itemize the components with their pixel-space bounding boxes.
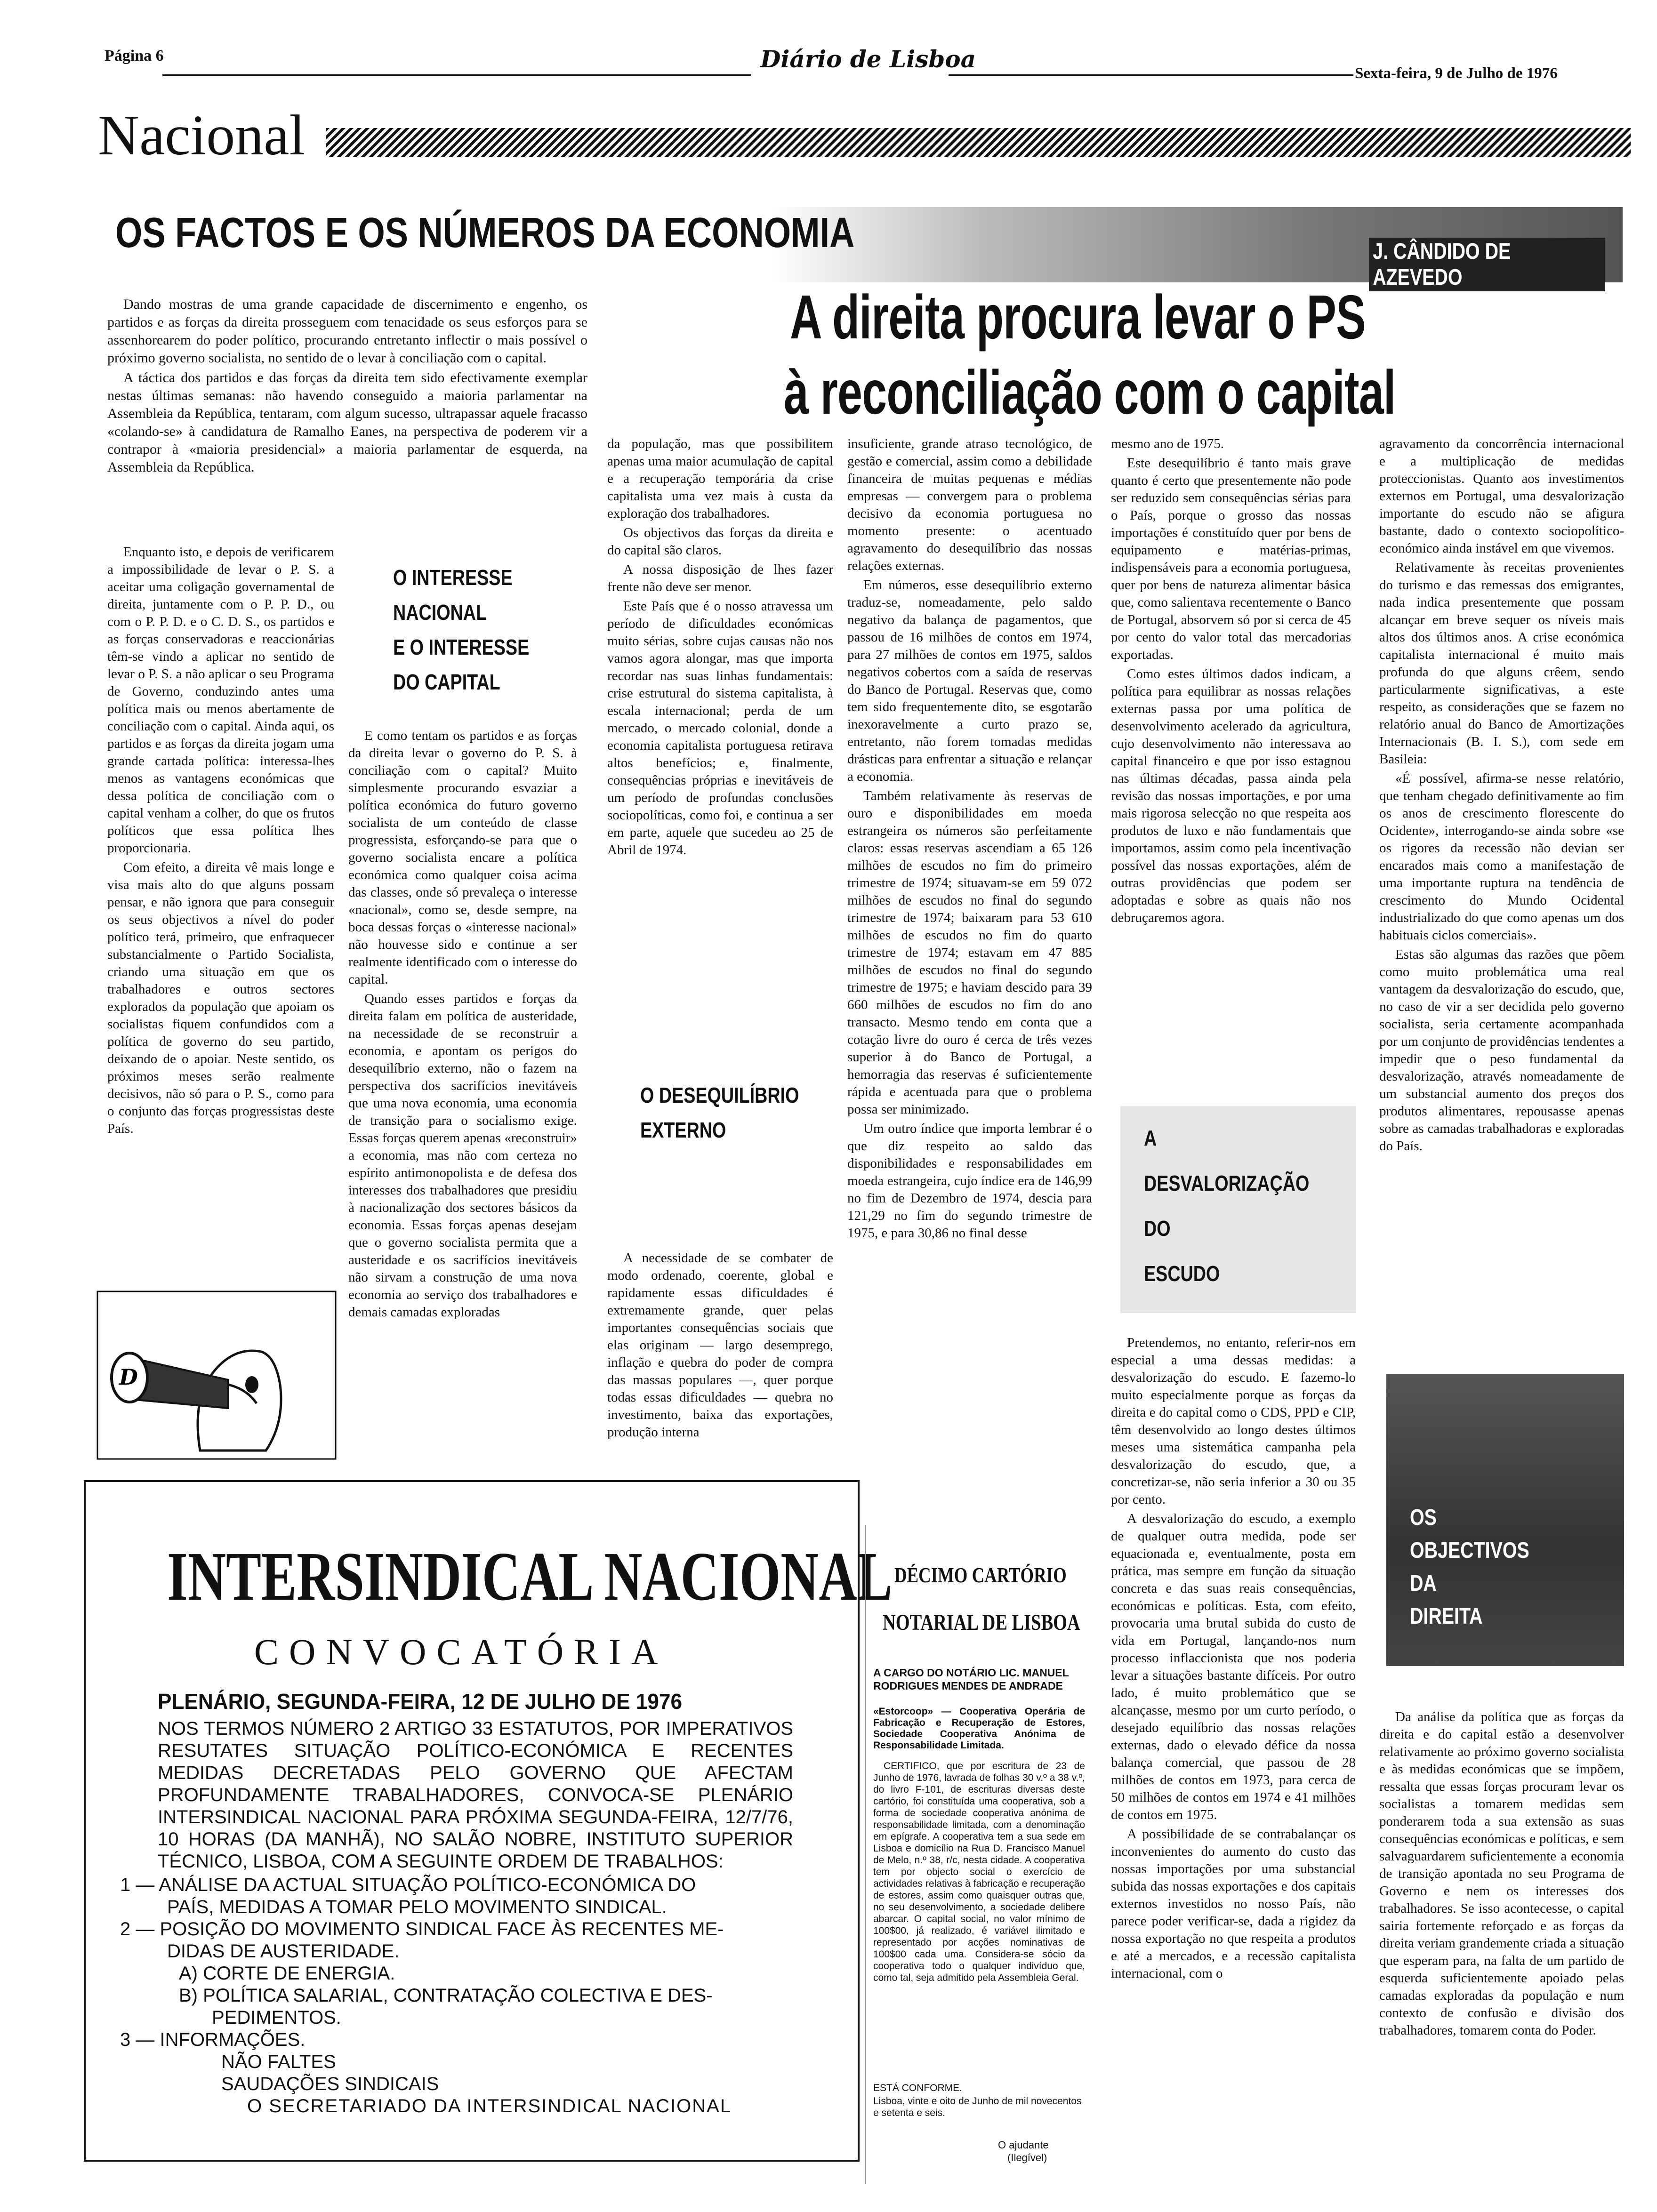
column-title: OS FACTOS E OS NÚMEROS DA ECONOMIA bbox=[115, 209, 855, 256]
agenda-item: SAUDAÇÕES SINDICAIS bbox=[221, 2074, 439, 2094]
cartorio-body: CERTIFICO, que por escritura de 23 de Junho de 1976, lavrada de folhas 30 v.º a 38 v.º, do livro F-101, de escrituras diversas deste cartório, foi constituída uma cooperativa, sob a forma de sociedade cooperativa anónima de responsabilidade limitada, com a denominação em epígrafe. A cooperativa tem a sua sede em Lisboa e domicílio na Rua D. Francisco Manuel de Melo, n.º 38, r/c, nesta cidade. A cooperativa tem por objecto social o exercício de actividades relativas à fabricação e recuperação de estores, assim como quaisquer outras que, no seu desenvolvimento, a sociedade delibere abarcar. O capital social, no valor mínimo de 100$00, já realizado, é variável ilimitado e representado por acções nominativas de 100$00 cada uma. Considera-se sócio da cooperativa todo o qualquer indivíduo que, como tal, seja admitido pela Assembleia Geral. bbox=[873, 1761, 1085, 1983]
article-column-6b bbox=[1379, 1708, 1624, 2198]
paragraph: A nossa disposição de lhes fazer frente não deve ser menor. bbox=[607, 562, 833, 594]
article-column-3 bbox=[607, 435, 833, 1000]
headline-line-2: à reconciliação com o capital bbox=[784, 358, 1396, 427]
cartorio-notary: A CARGO DO NOTÁRIO LIC. MANUEL RODRIGUES MENDES DE ANDRADE bbox=[873, 1667, 1069, 1692]
paragraph: A desvalorização do escudo, a exemplo de qualquer outra medida, pode ser equacionada e, eventualmente, posta em prática, mas sempre em função da situação concreta e das suas reais consequências, económicas e políticas. Esta, com efeito, provocaria uma brutal subida do custo de vida em Portugal, lançando-nos num processo inflaccionista que nos poderia levar a situações bastante difíceis. Por outro lado, é muito problemático que se alcançasse, mesmo por um curto período, o desejado equilíbrio das nossas relações externas, dado o elevado défice da nossa balança comercial, que passou de 28 milhões de contos em 1973, para cerca de 50 milhões de contos em 1974 e 41 milhões de contos em 1975. bbox=[1111, 1511, 1356, 1822]
paragraph: agravamento da concorrência internacional e a multiplicação de medidas proteccionistas. Quanto aos investimentos externos em Portugal, uma desvalorização importante do escudo não se afigura bastante, dado o contexto sociopolítico-económico ainda instável em que vivemos. bbox=[1379, 436, 1624, 556]
agenda-item: B) POLÍTICA SALARIAL, CONTRATAÇÃO COLECTIVA E DES- bbox=[179, 1985, 713, 2006]
section-title: Nacional bbox=[98, 104, 306, 167]
cartorio-ilegivel: (Ilegível) bbox=[1007, 2152, 1047, 2164]
intersindical-signature: O SECRETARIADO DA INTERSINDICAL NACIONAL bbox=[247, 2096, 732, 2116]
logo-illustration bbox=[97, 1290, 337, 1460]
paragraph: Como estes últimos dados indicam, a política para equilibrar as nossas relações externas passa por uma política de desenvolvimento acelerado da agricultura, cujo desenvolvimento não interessava ao capital financeiro e que por isso estagnou nas últimas décadas, passa ainda pela revisão das nossas importações, e por uma mais rigorosa selecção no que respeita aos produtos de luxo e não fundamentais que importamos, assim como pela incentivação possível das nossas exportações, além de outras providências que podem ser adoptadas e sobre as quais não nos debruçaremos agora. bbox=[1111, 666, 1351, 925]
intersindical-title: INTERSINDICAL NACIONAL bbox=[167, 1538, 893, 1615]
paragraph: Relativamente às receitas provenientes do turismo e das remessas dos emigrantes, nada indica presentemente que possam alcançar em breve sequer os níveis mais altos dos últimos anos. A crise económica capitalista internacional é muito mais profunda do que alguns crêem, sendo particularmente significativas, a este respeito, as considerações que se fazem no relatório anual do Banco de Amortizações Internacionais (B. I. S.), com sede em Basileia: bbox=[1379, 560, 1624, 767]
paragraph: Também relativamente às reservas de ouro e disponibilidades em moeda estrangeira os números são perfeitamente claros: essas reservas ascendiam a 65 126 milhões de escudos no fim do primeiro trimestre de 1974; situavam-se em 59 072 milhões de escudos no final do segundo trimestre de 1974; baixaram para 53 610 milhões de escudos no fim do quarto trimestre de 1974; estavam em 47 885 milhões de escudos no final do segundo trimestre de 1975; e haviam descido para 39 660 milhões de escudos no fim do ano transacto. Mesmo tendo em conta que a cotação livre do ouro é cerca de três vezes superior à do Banco de Portugal, a hemorragia das reservas é suficientemente rápida e acentuada para que o problema possa ser minimizado. bbox=[847, 788, 1092, 1117]
agenda-item: A) CORTE DE ENERGIA. bbox=[179, 1963, 395, 1984]
subhead-desequilibrio-externo: O DESEQUILÍBRIO EXTERNO bbox=[640, 1083, 799, 1142]
paragraph: Da análise da política que as forças da direita e do capital estão a desenvolver relativamente ao próximo governo socialista e às medidas económicas que se impõem, ressalta que essas forças procuram levar os socialistas a tomarem medidas sem ponderarem toda a sua extensão as suas consequências económicas e políticas, e sem salvaguardarem suficientemente a economia de transição apontada no seu Programa de Governo e nem os interesses dos trabalhadores. Se isso acontecesse, o capital sairia fortemente reforçado e as forças da direita veriam grandemente criada a situação que esperam para, na falta de um partido de esquerda suficientemente apoiado pelas camadas exploradas da população e num contexto de confusão e divisão dos trabalhadores, tomarem conta do Poder. bbox=[1379, 1709, 1624, 2038]
author-byline: J. CÂNDIDO DE AZEVEDO bbox=[1369, 238, 1605, 291]
paragraph: Em números, esse desequilíbrio externo traduz-se, nomeadamente, pelo saldo negativo da balança de pagamentos, que passou de 16 milhões de contos em 1974, para 27 milhões de contos em 1975, saldos negativos cobertos com a saída de reservas do Banco de Portugal. Reservas que, como tem sido frequentemente dito, se esgotarão inexoravelmente a curto prazo se, entretanto, não forem tomadas medidas drásticas para enfrentar a situação e relançar a economia. bbox=[847, 577, 1092, 784]
cartorio-cooperative: «Estorcoop» — Cooperativa Operária de Fabricação e Recuperação de Estores, Sociedade Cooperativa Anónima de Responsabilidade Limitada. bbox=[873, 1706, 1085, 1751]
intersindical-body: NOS TERMOS NÚMERO 2 ARTIGO 33 ESTATUTOS, POR IMPERATIVOS RESUTATES SITUAÇÃO POLÍTICO-ECONÓMICA E RECENTES MEDIDAS DECRETADAS PELO GOVERNO QUE AFECTAM PROFUNDAMENTE TRABALHADORES, CONVOCA-SE PLENÁRIO INTERSINDICAL NACIONAL PARA PRÓXIMA SEGUNDA-FEIRA, 12/7/76, 10 HORAS (DA MANHÃ), NO SALÃO NOBRE, INSTITUTO SUPERIOR TÉCNICO, LISBOA, COM A SEGUINTE ORDEM DE TRABALHOS: bbox=[158, 1718, 793, 1872]
cartorio-title-1: DÉCIMO CARTÓRIO bbox=[894, 1563, 1067, 1587]
paragraph: Pretendemos, no entanto, referir-nos em especial a uma dessas medidas: a desvalorização do escudo. E fazemo-lo muito especialmente porque as forças da direita e do capital como o CDS, PPD e CIP, têm desenvolvido ao longo destes últimos meses uma sistemática campanha pela desvalorização do escudo, que, a concretizar-se, não seria inferior a 30 ou 35 por cento. bbox=[1111, 1335, 1356, 1507]
header-rule-left bbox=[162, 74, 751, 76]
masthead: Diário de Lisboa bbox=[760, 45, 976, 73]
header-rule-right bbox=[949, 74, 1353, 76]
agenda-item: PAÍS, MEDIDAS A TOMAR PELO MOVIMENTO SINDICAL. bbox=[167, 1897, 667, 1917]
agenda-item: DIDAS DE AUSTERIDADE. bbox=[167, 1941, 400, 1962]
paragraph: Estas são algumas das razões que põem como muito problemática uma real vantagem da desvalorização do escudo, que, no caso de vir a ser decidida pelo governo socialista, seria certamente acompanhada por um conjunto de providências tendentes a impedir que o peso fundamental da desvalorização, através nomeadamente de um substancial aumento dos preços dos produtos alimentares, repousasse apenas sobre as camadas trabalhadoras e exploradas do País. bbox=[1379, 947, 1624, 1154]
paragraph: A possibilidade de se contrabalançar os inconvenientes do aumento do custo das nossas importações por uma substancial subida das nossas exportações e dos capitais externos investidos no nosso País, não parece poder verificar-se, dada a rigidez da nossa exportação no que respeita a produtos e até a mercados, e a recessão capitalista internacional, com o bbox=[1111, 1827, 1356, 1981]
intersindical-agenda bbox=[120, 1874, 732, 2117]
paragraph: A necessidade de se combater de modo ordenado, coerente, global e rapidamente essas dificuldades é extremamente grande, quer pelas importantes consequências sociais que elas originam — largo desemprego, inflação e quebra do poder de compra das massas populares —, quer porque todas essas dificuldades — quebra no investimento, baixa das exportações, produção interna bbox=[607, 1250, 833, 1440]
headline-line-1: A direita procura levar o PS bbox=[790, 282, 1366, 352]
paragraph: Este desequilíbrio é tanto mais grave quanto é certo que presentemente não pode ser reduzido sem consequências sérias para o País, porque o grosso das nossas importações é constituído quer por bens de equipamento e matérias-primas, indispensáveis para a economia portuguesa, quer por bens de natureza alimentar básica que, como salientava recentemente o Banco de Portugal, absorvem só por si cerca de 45 por cento do valor total das mercadorias exportadas. bbox=[1111, 456, 1351, 662]
cartorio-title-2: NOTARIAL DE LISBOA bbox=[883, 1610, 1080, 1635]
paragraph: E como tentam os partidos e as forças da direita levar o governo do P. S. à conciliação com o capital? Muito simplesmente procurando esvaziar a política económica do futuro governo socialista de um conteúdo de classe progressista, esforçando-se para que o governo socialista encare a política económica como qualquer coisa acima das classes, onde só prevaleça o interesse «nacional», como se, desde sempre, na boca dessas forças o «interesse nacional» não houvesse sido e continue a ser realmente identificado com o interesse do capital. bbox=[348, 728, 577, 987]
article-column-2 bbox=[348, 727, 577, 1459]
agenda-item: PEDIMENTOS. bbox=[212, 2007, 341, 2028]
cartorio-divider bbox=[865, 1525, 867, 2184]
svg-text:D: D bbox=[119, 1364, 138, 1390]
agenda-item: 2 — POSIÇÃO DO MOVIMENTO SINDICAL FACE ÀS RECENTES ME- bbox=[120, 1919, 724, 1940]
agenda-item: 1 — ANÁLISE DA ACTUAL SITUAÇÃO POLÍTICO-ECONÓMICA DO bbox=[120, 1875, 696, 1895]
intersindical-subtitle: CONVOCATÓRIA bbox=[254, 1631, 668, 1672]
article-column-5b bbox=[1111, 1334, 1356, 2198]
agenda-item: 3 — INFORMAÇÕES. bbox=[120, 2029, 306, 2050]
paragraph: Os objectivos das forças da direita e do capital são claros. bbox=[607, 525, 833, 558]
page-number: Página 6 bbox=[105, 47, 164, 64]
subhead-desvalorizacao-escudo: A DESVALORIZAÇÃO DO ESCUDO bbox=[1144, 1126, 1310, 1286]
subhead-objectivos-direita: OS OBJECTIVOS DA DIREITA bbox=[1410, 1505, 1529, 1629]
paragraph: da população, mas que possibilitem apenas uma maior acumulação de capital e a recuperação temporária da crise capitalista uma vez mais à custa da exploração dos trabalhadores. bbox=[607, 436, 833, 521]
lead-paragraph: A táctica dos partidos e das forças da direita tem sido efectivamente exemplar nestas últimas semanas: não havendo conseguido a maioria parlamentar na Assembleia da República, tentaram, com algum sucesso, ultrapassar aquele fracasso «colando-se» à candidatura de Ramalho Eanes, na perspectiva de poderem vir a contrapor à «maioria presidencial» a maioria parlamentar de esquerda, na Assembleia da República. bbox=[107, 370, 587, 475]
paragraph: Quando esses partidos e forças da direita falam em política de austeridade, na necessidade de se reconstruir a economia, e apontam os perigos do desequilíbrio externo, não o fazem na perspectiva dos sacrifícios inevitáveis que uma nova economia, uma economia de transição para o socialismo exige. Essas forças querem apenas «reconstruir» a economia, mas não com certeza no espírito antimonopolista e de defesa dos interesses dos trabalhadores que presidiu à nacionalização dos sectores básicos da economia. Essas forças apenas desejam que o governo socialista permita que a austeridade e os sacrifícios inevitáveis não sirvam a construção de uma nova economia ao serviço dos trabalhadores e demais camadas exploradas bbox=[348, 991, 577, 1320]
article-column-5 bbox=[1111, 435, 1351, 1113]
cartorio-ajudante: O ajudante bbox=[998, 2139, 1049, 2151]
agenda-item: NÃO FALTES bbox=[221, 2052, 336, 2072]
article-column-1 bbox=[107, 544, 334, 1271]
paragraph: mesmo ano de 1975. bbox=[1111, 436, 1224, 451]
intersindical-plenario: PLENÁRIO, SEGUNDA-FEIRA, 12 DE JULHO DE 1976 bbox=[158, 1689, 683, 1714]
paragraph: Este País que é o nosso atravessa um período de dificuldades económicas muito sérias, sobre cujas causas não nos vamos agora alongar, mas que importa recordar nas suas linhas fundamentais: crise estrutural do sistema capitalista, à escala internacional; perda de um mercado, o mercado colonial, donde a economia capitalista portuguesa retirava altos benefícios; e, finalmente, consequências próprias e inevitáveis de um período de profundas conclusões sociopolíticas, como foi, e continua a ser em parte, aquele que sucedeu ao 25 de Abril de 1974. bbox=[607, 599, 833, 858]
cartorio-conforme: ESTÁ CONFORME. bbox=[873, 2083, 963, 2093]
article-column-3b bbox=[607, 1250, 833, 1461]
issue-date: Sexta-feira, 9 de Julho de 1976 bbox=[1355, 65, 1558, 82]
article-column-6 bbox=[1379, 435, 1624, 1304]
article-lead bbox=[107, 296, 587, 517]
article-column-4 bbox=[847, 435, 1092, 1461]
paragraph: insuficiente, grande atraso tecnológico, de gestão e comercial, assim como a debilidade financeira de muitas pequenas e médias empresas — convergem para o problema decisivo da economia portuguesa no momento presente: o acentuado agravamento do desequilíbrio das nossas relações externas. bbox=[847, 436, 1092, 573]
section-stripe bbox=[326, 128, 1631, 157]
paragraph: Com efeito, a direita vê mais longe e visa mais alto do que alguns possam pensar, e não ignora que para conseguir os seus objectivos a nível do poder político terá, primeiro, que enfraquecer substancialmente o Partido Socialista, criando uma situação em que os trabalhadores e outros sectores explorados da população que apoiam os socialistas fiquem confundidos com a política de governo do seu partido, deixando de o apoiar. Neste sentido, os próximos meses serão realmente decisivos, não só para o P. S., como para o conjunto das forças progressistas deste País. bbox=[107, 860, 334, 1136]
cartorio-date: Lisboa, vinte e oito de Junho de mil novecentos e setenta e seis. bbox=[873, 2096, 1082, 2118]
subhead-interesse-nacional: O INTERESSE NACIONAL E O INTERESSE DO CAPITAL bbox=[393, 565, 530, 694]
paragraph: Um outro índice que importa lembrar é o que diz respeito ao saldo das disponibilidades e responsabilidades em moeda estrangeira, cujo índice era de 146,99 no fim de Dezembro de 1974, descia para 121,29 no fim do segundo trimestre de 1975, e para 30,86 no final desse bbox=[847, 1121, 1092, 1241]
paragraph: Enquanto isto, e depois de verificarem a impossibilidade de levar o P. S. a aceitar uma coligação governamental de direita, juntamente com o P. P. D., ou com o P. P. D. e o C. D. S., os partidos e as forças conservadoras e reaccionárias têm-se vindo a aplicar no sentido de levar o P. S. a não aplicar o seu Programa de Governo, conduzindo antes uma política mais ou menos abertamente de conciliação com o capital. Ainda aqui, os partidos e as forças da direita jogam uma grande cartada política: interessa-lhes menos as vantagens económicas que dessa política de conciliação com o capital venham a colher, do que os frutos políticos que essa política lhes proporcionaria. bbox=[107, 545, 334, 856]
paragraph: «É possível, afirma-se nesse relatório, que tenham chegado definitivamente ao fim os anos de crescimento florescente do Ocidente», interrogando-se ainda sobre «se os rigores da recessão não devian ser encarados mais como a manifestação de uma importante ruptura na tendência de crescimento do Mundo Ocidental industrializado do que como apenas um dos habituais ciclos comerciais». bbox=[1379, 771, 1624, 943]
lead-paragraph: Dando mostras de uma grande capacidade de discernimento e engenho, os partidos e as forças da direita prosseguem com tenacidade os seus esforços para se assenhorearem do poder político, procurando entretanto inflectir o mais possível o próximo governo socialista, no sentido de o levar à conciliação com o capital. bbox=[107, 297, 587, 366]
